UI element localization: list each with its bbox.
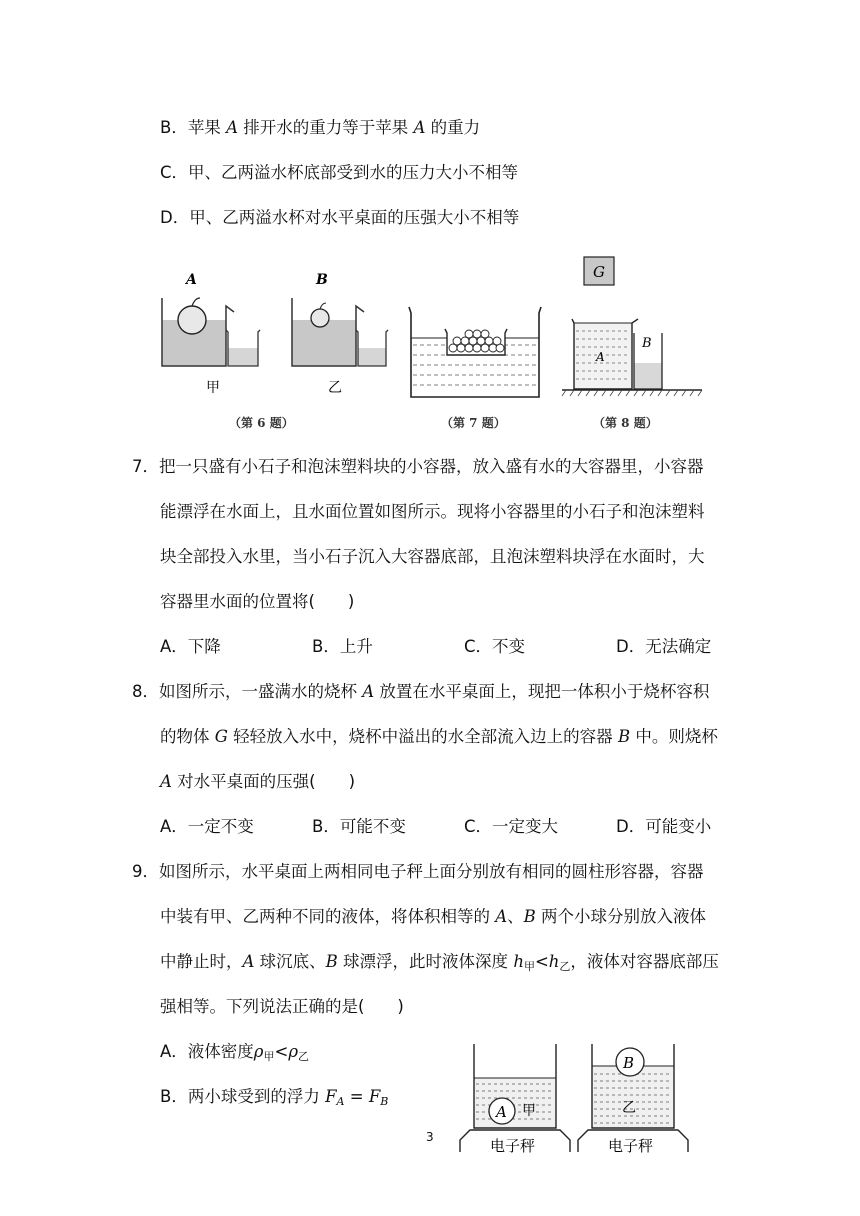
fig9-scale-2: 电子秤 bbox=[608, 1137, 654, 1155]
q7-line-2: 能漂浮在水面上，且水面位置如图所示。现将小容器里的小石子和泡沫塑料 bbox=[160, 502, 705, 521]
fig9-ball-a: A bbox=[496, 1103, 507, 1121]
fig9-ball-b: B bbox=[623, 1054, 635, 1072]
q6-option-c: C．甲、乙两溢水杯底部受到水的压力大小不相等 bbox=[160, 163, 519, 182]
fig8-label-a: A bbox=[596, 350, 605, 364]
q7-option-d: D．无法确定 bbox=[616, 637, 712, 656]
q9-option-a: A．液体密度$\rho_甲<\rho_乙$ bbox=[160, 1042, 310, 1063]
q9-line-2: 中装有甲、乙两种不同的液体，将体积相等的 A、B 两个小球分别放入液体 bbox=[160, 907, 707, 926]
figure-6 bbox=[150, 262, 390, 402]
q8-line-1: 8．如图所示，一盛满水的烧杯 A 放置在水平桌面上，现把一体积小于烧杯容积 bbox=[132, 682, 710, 701]
figure-9 bbox=[458, 1042, 694, 1162]
q9-option-b: B．两小球受到的浮力 $F_A = F_B$ bbox=[160, 1087, 389, 1108]
caption-figure-7: （第 7 题） bbox=[441, 416, 506, 430]
q8-option-a: A．一定不变 bbox=[160, 817, 254, 836]
q9-line-4: 强相等。下列说法正确的是( ) bbox=[160, 997, 404, 1016]
fig9-scale-1: 电子秤 bbox=[490, 1137, 536, 1155]
fig6-label-b: B bbox=[316, 272, 328, 288]
fig6-label-a: A bbox=[186, 272, 197, 288]
q8-line-2: 的物体 G 轻轻放入水中，烧杯中溢出的水全部流入边上的容器 B 中。则烧杯 bbox=[160, 727, 718, 746]
fig9-label-jia: 甲 bbox=[522, 1103, 536, 1119]
apple-a-icon bbox=[178, 306, 206, 334]
caption-figure-8: （第 8 题） bbox=[593, 416, 658, 430]
q7-line-1: 7．把一只盛有小石子和泡沫塑料块的小容器，放入盛有水的大容器里，小容器 bbox=[132, 457, 704, 476]
q8-option-d: D．可能变小 bbox=[616, 817, 712, 836]
q9-line-3: 中静止时，A 球沉底、B 球漂浮，此时液体深度 $h_甲<h_乙$，液体对容器底部压 bbox=[160, 952, 719, 973]
fig9-label-yi: 乙 bbox=[622, 1100, 636, 1116]
q8-option-c: C．一定变大 bbox=[464, 817, 559, 836]
fig6-label-jia: 甲 bbox=[206, 380, 220, 396]
q6-option-b: B．苹果 A 排开水的重力等于苹果 A 的重力 bbox=[160, 118, 481, 137]
figure-8 bbox=[560, 255, 710, 400]
apple-b-icon bbox=[311, 309, 329, 327]
q8-option-b: B．可能不变 bbox=[312, 817, 406, 836]
q7-option-b: B．上升 bbox=[312, 637, 373, 656]
q7-line-3: 块全部投入水里，当小石子沉入大容器底部，且泡沫塑料块浮在水面时，大 bbox=[160, 547, 705, 566]
figure-7 bbox=[405, 305, 545, 401]
q6-option-d: D．甲、乙两溢水杯对水平桌面的压强大小不相等 bbox=[160, 208, 520, 227]
q7-option-c: C．不变 bbox=[464, 637, 526, 656]
q7-option-a: A．下降 bbox=[160, 637, 221, 656]
caption-figure-6: （第 6 题） bbox=[229, 416, 294, 430]
fig8-label-b: B bbox=[642, 336, 652, 351]
q7-line-4: 容器里水面的位置将( ) bbox=[160, 592, 355, 611]
q8-line-3: A 对水平桌面的压强( ) bbox=[160, 772, 356, 791]
q9-line-1: 9．如图所示，水平桌面上两相同电子秤上面分别放有相同的圆柱形容器，容器 bbox=[132, 862, 704, 881]
fig6-label-yi: 乙 bbox=[328, 380, 342, 396]
page-number: 3 bbox=[426, 1130, 434, 1144]
fig8-label-g: G bbox=[593, 263, 605, 281]
